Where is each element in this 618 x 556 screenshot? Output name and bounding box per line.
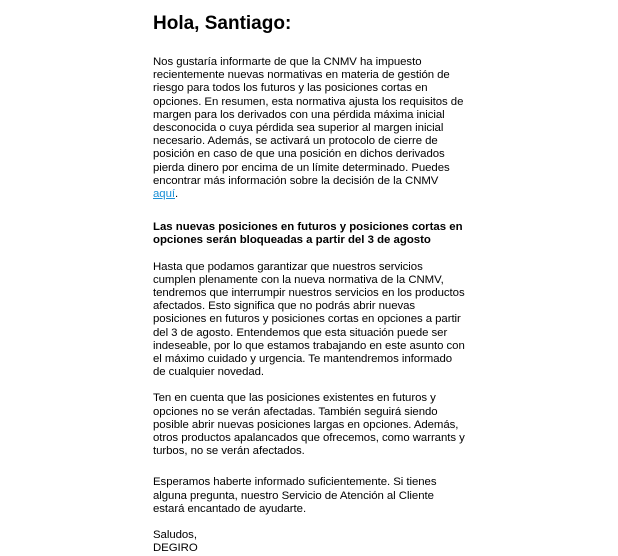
intro-paragraph — [153, 56, 465, 201]
email-greeting: Hola, Santiago: — [153, 13, 292, 34]
intro-text: Nos gustaría informarte de que la CNMV ha impuesto recientemente nuevas normativas en materia de gestión de riesgo para todos los futuros y las posiciones cortas en opciones. En resumen, esta normativa ajusta los requisitos de margen para los derivados con una pérdida máxima inicial desconocida o cuya pérdida sea superior al margen inicial necesario. Además, se activará un protocolo de cierre de posición en caso de que una posición en dichos derivados pierda dinero por encima de un límite determinado. Puedes encontrar más información sobre la decisión de la CNMV — [153, 56, 464, 187]
more-info-link[interactable]: aquí — [153, 188, 175, 201]
service-interruption-paragraph: Hasta que podamos garantizar que nuestros servicios cumplen plenamente con la nueva normativa de la CNMV, tendremos que interrumpir nuestros servicios en los productos afectados. Esto significa que no podrás abrir nuevas posiciones en futuros y posiciones cortas en opciones a partir del 3 de agosto. Entendemos que esta situación puede ser indeseable, por lo que estamos trabajando en este asunto con el máximo cuidado y urgencia. Te mantendremos informado de cualquier novedad. — [153, 260, 465, 379]
closing-paragraph: Esperamos haberte informado suficientemente. Si tienes alguna pregunta, nuestro Servicio de Atención al Cliente estará encantado de ayudarte. — [153, 476, 437, 515]
signature: DEGIRO — [153, 542, 198, 555]
signoff — [153, 529, 465, 555]
existing-positions-paragraph: Ten en cuenta que las posiciones existentes en futuros y opciones no se verán afectadas. También seguirá siendo posible abrir nuevas posiciones largas en opciones. Además, otros productos apalancados que ofrecemos, como warrants y turbos, no se verán afectados. — [153, 392, 465, 458]
email-body — [153, 12, 465, 556]
section-heading: Las nuevas posiciones en futuros y posiciones cortas en opciones serán bloqueadas a partir del 3 de agosto — [153, 221, 463, 247]
closing-greeting: Saludos, — [153, 529, 197, 542]
intro-trailing: . — [174, 188, 179, 201]
